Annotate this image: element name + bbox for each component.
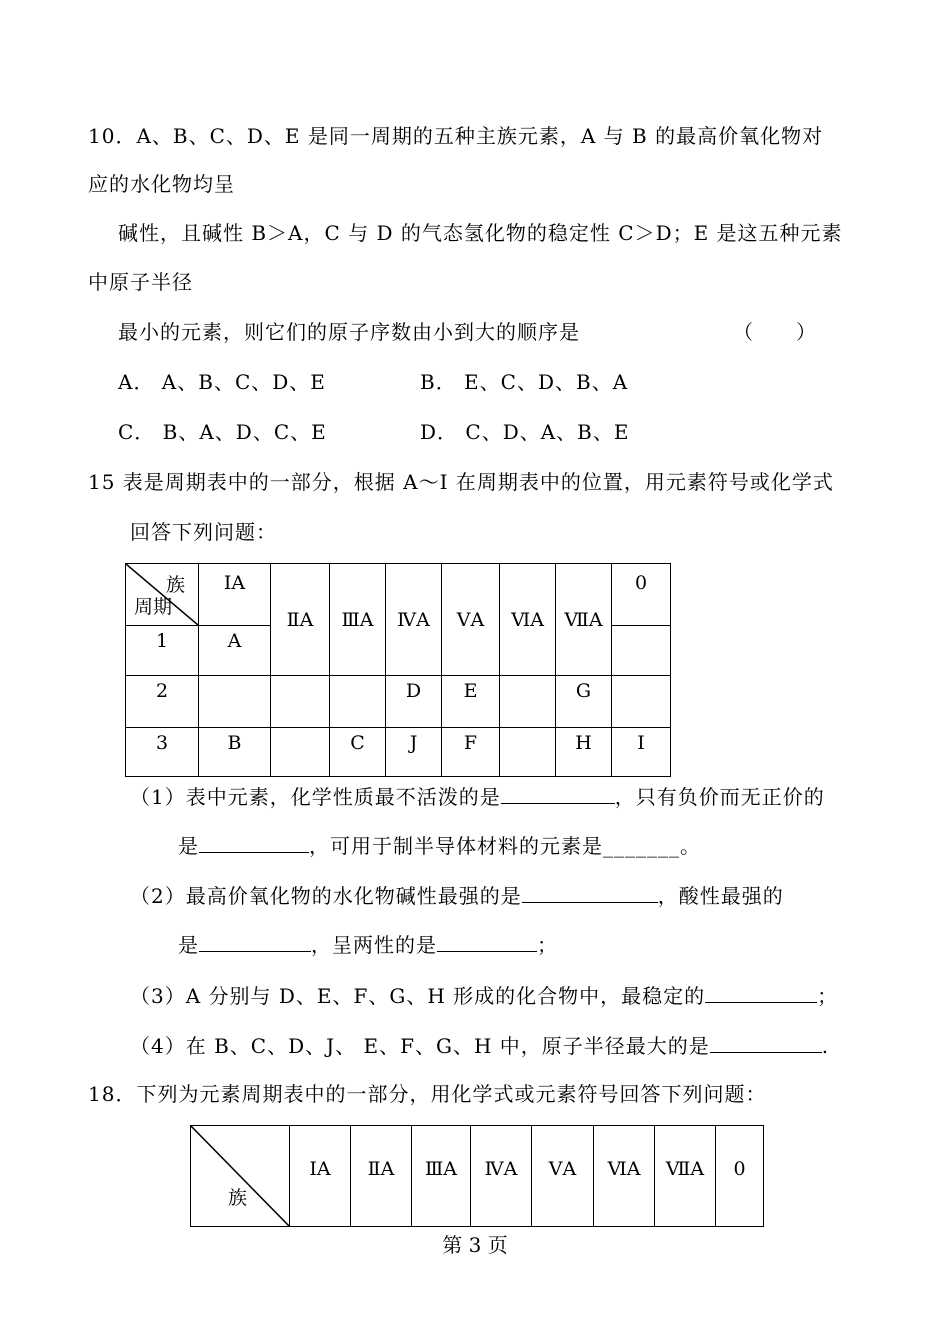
cell-period1-1a: A [199, 626, 271, 676]
cell-period2-6a [500, 676, 556, 728]
s2-text-a: （2）最高价氧化物的水化物碱性最强的是 [130, 884, 522, 908]
answer-blank-amphoteric[interactable] [437, 931, 537, 952]
q15-s1-line1 [130, 783, 825, 809]
header-0: 0 [612, 564, 671, 626]
cell-period2-4a: D [386, 676, 442, 728]
answer-blank-strongest-acid[interactable] [199, 931, 311, 952]
q15-s3-line [130, 982, 838, 1008]
answer-blank-most-stable[interactable] [705, 982, 817, 1003]
q10-line1: 10．A、B、C、D、E 是同一周期的五种主族元素，A 与 B 的最高价氧化物对 [88, 124, 824, 148]
cell-period3-1a: B [199, 728, 271, 777]
s2-text-e: ； [537, 933, 558, 957]
table-corner-cell [126, 564, 199, 626]
q18-corner-diagonal [191, 1126, 289, 1226]
header-2a: ⅡA [271, 564, 330, 676]
s4-text-a: （4）在 B、C、D、J、 E、F、G、H 中，原子半径最大的是 [130, 1034, 710, 1058]
cell-period3-6a [500, 728, 556, 777]
q10-line3: 碱性，且碱性 B＞A，C 与 D 的气态氢化物的稳定性 C＞D；E 是这五种元素 [118, 221, 843, 245]
corner-group-label: 族 [166, 574, 186, 596]
answer-blank-inert[interactable] [501, 783, 615, 804]
cell-period2-2a [271, 676, 330, 728]
period-2-label: 2 [126, 676, 199, 728]
answer-blank-largest-radius[interactable] [710, 1032, 822, 1053]
cell-period1-0 [612, 626, 671, 676]
header-5a: ⅤA [442, 564, 500, 676]
q18-header-5a: ⅤA [532, 1126, 594, 1227]
q10-option-d: D． C、D、A、B、E [420, 420, 630, 444]
answer-blank-strongest-base[interactable] [522, 882, 658, 903]
answer-blank-negative-only[interactable] [199, 832, 309, 853]
q18-header-3a: ⅢA [412, 1126, 471, 1227]
cell-period2-7a: G [556, 676, 612, 728]
q18-corner-cell [191, 1126, 290, 1227]
q15-line2: 回答下列问题： [130, 520, 277, 544]
s2-text-d: ，呈两性的是 [311, 933, 437, 957]
q15-s1-line2 [178, 832, 701, 858]
s1-text-c: 是 [178, 834, 199, 858]
header-7a: ⅦA [556, 564, 612, 676]
q18-header-6a: ⅥA [594, 1126, 655, 1227]
header-6a: ⅥA [500, 564, 556, 676]
q10-line5: 最小的元素，则它们的原子序数由小到大的顺序是 [118, 320, 580, 344]
q18-line1: 18．下列为元素周期表中的一部分，用化学式或元素符号回答下列问题： [88, 1082, 767, 1106]
header-1a: ⅠA [199, 564, 271, 626]
q10-answer-paren: （ ） [733, 320, 817, 344]
q10-line2: 应的水化物均呈 [88, 172, 235, 196]
s1-text-b: ，只有负价而无正价的 [614, 785, 825, 809]
q18-header-4a: ⅣA [471, 1126, 532, 1227]
q18-corner-group-label: 族 [228, 1187, 248, 1209]
q18-header-7a: ⅦA [655, 1126, 716, 1227]
period-3-label: 3 [126, 728, 199, 777]
answer-blank-semiconductor[interactable]: _______。 [603, 834, 701, 858]
cell-period2-3a [330, 676, 386, 728]
s2-text-c: 是 [178, 933, 199, 957]
cell-period2-1a [199, 676, 271, 728]
q10-option-b: B． E、C、D、B、A [420, 370, 629, 394]
cell-period2-0 [612, 676, 671, 728]
q10-option-a: A． A、B、C、D、E [118, 370, 326, 394]
cell-period3-5a: F [442, 728, 500, 777]
header-4a: ⅣA [386, 564, 442, 676]
s1-text-d: ，可用于制半导体材料的元素是 [309, 834, 603, 858]
s3-text-b: ； [817, 984, 839, 1008]
q15-s2-line2 [178, 931, 558, 957]
q15-periodic-table [125, 563, 671, 777]
s2-text-b: ，酸性最强的 [657, 884, 784, 908]
cell-period3-4a: J [386, 728, 442, 777]
s1-text-a: （1）表中元素，化学性质最不活泼的是 [130, 785, 501, 809]
s4-text-b: . [821, 1034, 830, 1058]
q18-header-0: 0 [716, 1126, 764, 1227]
page-number: 第 3 页 [442, 1233, 508, 1257]
q10-option-c: C． B、A、D、C、E [118, 420, 327, 444]
cell-period3-2a [271, 728, 330, 777]
q15-line1: 15 表是周期表中的一部分，根据 A～I 在周期表中的位置，用元素符号或化学式 [88, 470, 834, 494]
cell-period3-3a: C [330, 728, 386, 777]
q18-header-1a: ⅠA [290, 1126, 351, 1227]
q15-s4-line [130, 1032, 829, 1058]
cell-period2-5a: E [442, 676, 500, 728]
q18-periodic-table [190, 1125, 764, 1227]
q15-s2-line1 [130, 882, 784, 908]
s3-text-a: （3）A 分别与 D、E、F、G、H 形成的化合物中，最稳定的 [130, 984, 706, 1008]
cell-period3-7a: H [556, 728, 612, 777]
period-1-label: 1 [126, 626, 199, 676]
q10-line4: 中原子半径 [88, 270, 193, 294]
q18-header-2a: ⅡA [351, 1126, 412, 1227]
corner-period-label: 周期 [134, 596, 173, 618]
header-3a: ⅢA [330, 564, 386, 676]
cell-period3-0: I [612, 728, 671, 777]
